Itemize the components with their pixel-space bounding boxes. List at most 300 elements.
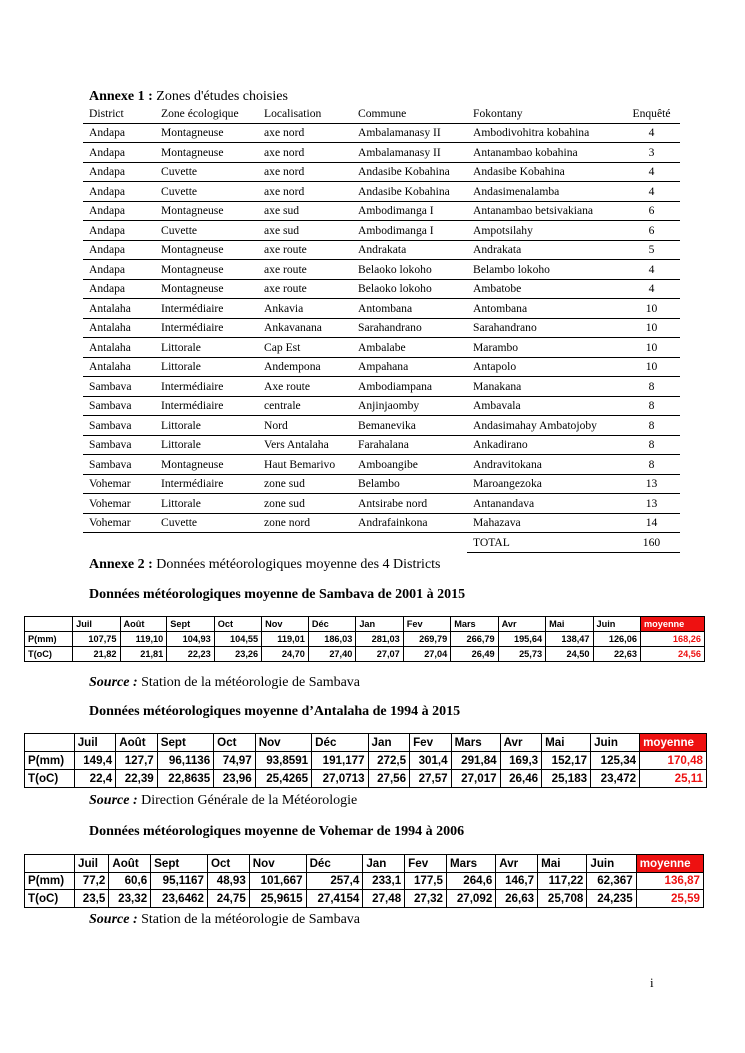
row-label: P(mm)	[25, 872, 75, 890]
table-cell: Axe route	[258, 377, 352, 397]
table-row	[83, 162, 680, 182]
value-cell: 186,03	[308, 632, 355, 647]
value-cell: 26,49	[451, 647, 498, 662]
mean-header: moyenne	[640, 617, 704, 632]
value-cell: 127,7	[116, 752, 158, 770]
month-header: Oct	[214, 734, 256, 752]
value-cell: 119,10	[120, 632, 167, 647]
table-cell: Andravitokana	[467, 455, 623, 475]
empty-cell	[83, 533, 155, 553]
month-header: Jan	[363, 855, 405, 873]
month-header: Août	[120, 617, 167, 632]
total-row	[83, 533, 680, 553]
vohemar-weather-table	[24, 854, 704, 908]
month-header: Jan	[368, 734, 410, 752]
table-row	[83, 201, 680, 221]
value-cell: 22,4	[74, 770, 116, 788]
table-cell: Ankavanana	[258, 318, 352, 338]
table-cell: Antanambao betsivakiana	[467, 201, 623, 221]
table-cell: Sambava	[83, 416, 155, 436]
table-cell: 4	[623, 162, 680, 182]
table-row	[83, 396, 680, 416]
row-label: P(mm)	[25, 632, 73, 647]
table-cell: Maroangezoka	[467, 474, 623, 494]
annex1-table	[83, 104, 680, 553]
value-cell: 21,82	[73, 647, 120, 662]
value-cell: 125,34	[591, 752, 640, 770]
table-row	[83, 474, 680, 494]
value-cell: 74,97	[214, 752, 256, 770]
table-row	[83, 435, 680, 455]
table-cell: Ankavia	[258, 299, 352, 319]
month-header: Mai	[538, 855, 587, 873]
table-row	[83, 182, 680, 202]
table-cell: Andapa	[83, 221, 155, 241]
table-cell: Littorale	[155, 416, 258, 436]
table-cell: axe sud	[258, 201, 352, 221]
table-cell: Sambava	[83, 377, 155, 397]
month-header: Déc	[308, 617, 355, 632]
table-cell: Ampotsilahy	[467, 221, 623, 241]
value-cell: 25,9615	[249, 890, 306, 908]
value-cell: 257,4	[306, 872, 363, 890]
value-cell: 149,4	[74, 752, 116, 770]
table-cell: Sambava	[83, 455, 155, 475]
value-cell: 22,8635	[157, 770, 213, 788]
sambava-weather-table	[24, 616, 705, 662]
month-header: Mars	[446, 855, 495, 873]
value-cell: 23,6462	[151, 890, 208, 908]
table-cell: 8	[623, 377, 680, 397]
table-cell: 4	[623, 279, 680, 299]
row-label: T(oC)	[25, 647, 73, 662]
sambava-source: Source : Station de la météorologie de Sambava	[89, 675, 361, 690]
empty-cell	[352, 533, 467, 553]
table-cell: Andasimenalamba	[467, 182, 623, 202]
month-header: Avr	[496, 855, 538, 873]
month-header: Déc	[306, 855, 363, 873]
table-cell: Intermédiaire	[155, 299, 258, 319]
weather-header-row	[25, 734, 707, 752]
month-header: Déc	[312, 734, 368, 752]
table-cell: 6	[623, 201, 680, 221]
table-cell: Montagneuse	[155, 123, 258, 143]
month-header: Fev	[403, 617, 450, 632]
value-cell: 177,5	[405, 872, 447, 890]
value-cell: 24,235	[587, 890, 636, 908]
table-cell: Intermédiaire	[155, 318, 258, 338]
mean-header: moyenne	[640, 734, 707, 752]
table-cell: Cap Est	[258, 338, 352, 358]
table-cell: Intermédiaire	[155, 396, 258, 416]
table-cell: 4	[623, 182, 680, 202]
table-cell: axe route	[258, 279, 352, 299]
table-row	[83, 143, 680, 163]
table-row	[83, 299, 680, 319]
value-cell: 48,93	[207, 872, 249, 890]
table-row	[83, 416, 680, 436]
table-cell: Vohemar	[83, 494, 155, 514]
table-cell: 10	[623, 318, 680, 338]
value-cell: 27,40	[308, 647, 355, 662]
table-cell: 8	[623, 396, 680, 416]
antalaha-source: Source : Direction Générale de la Météorologie	[89, 793, 358, 808]
weather-row	[25, 872, 704, 890]
table-cell: 4	[623, 260, 680, 280]
value-cell: 23,96	[214, 770, 256, 788]
table-cell: Andapa	[83, 240, 155, 260]
table-row	[83, 221, 680, 241]
month-header: Avr	[500, 734, 542, 752]
table-cell: Sarahandrano	[352, 318, 467, 338]
table-cell: Ambodiampana	[352, 377, 467, 397]
table-cell: Antalaha	[83, 318, 155, 338]
table-cell: 8	[623, 435, 680, 455]
value-cell: 266,79	[451, 632, 498, 647]
table-cell: 4	[623, 123, 680, 143]
value-cell: 264,6	[446, 872, 495, 890]
row-label: P(mm)	[25, 752, 75, 770]
month-header: Sept	[157, 734, 213, 752]
table-cell: Bemanevika	[352, 416, 467, 436]
empty-cell	[155, 533, 258, 553]
weather-row	[25, 632, 705, 647]
table-cell: Antapolo	[467, 357, 623, 377]
antalaha-weather-table	[24, 733, 707, 788]
table-cell: Sambava	[83, 435, 155, 455]
table-cell: 14	[623, 513, 680, 533]
table-cell: Sarahandrano	[467, 318, 623, 338]
month-header: Jan	[356, 617, 403, 632]
table-cell: Antalaha	[83, 338, 155, 358]
table-cell: Andapa	[83, 182, 155, 202]
table-cell: zone sud	[258, 494, 352, 514]
table-cell: 10	[623, 338, 680, 358]
value-cell: 60,6	[109, 872, 151, 890]
value-cell: 96,1136	[157, 752, 213, 770]
table-cell: Ankadirano	[467, 435, 623, 455]
value-cell: 27,48	[363, 890, 405, 908]
table-cell: 10	[623, 357, 680, 377]
value-cell: 27,07	[356, 647, 403, 662]
mean-cell: 25,59	[636, 890, 703, 908]
row-label: T(oC)	[25, 890, 75, 908]
table-cell: Manakana	[467, 377, 623, 397]
vohemar-heading: Données météorologiques moyenne de Vohemar de 1994 à 2006	[89, 824, 465, 839]
table-cell: Amboangibe	[352, 455, 467, 475]
table-row	[83, 357, 680, 377]
total-value: 160	[623, 533, 680, 553]
value-cell: 117,22	[538, 872, 587, 890]
table-cell: Belambo lokoho	[467, 260, 623, 280]
table-cell: Littorale	[155, 338, 258, 358]
table-cell: Ambodimanga I	[352, 221, 467, 241]
table-cell: Antalaha	[83, 357, 155, 377]
value-cell: 191,177	[312, 752, 368, 770]
col-header: Fokontany	[467, 104, 623, 123]
table-row	[83, 260, 680, 280]
table-cell: Andasimahay Ambatojoby	[467, 416, 623, 436]
annex1-title: Annexe 1 : Zones d'études choisies	[89, 89, 288, 104]
value-cell: 27,04	[403, 647, 450, 662]
month-header: Juil	[75, 855, 109, 873]
mean-cell: 25,11	[640, 770, 707, 788]
table-cell: Belambo	[352, 474, 467, 494]
table-cell: Ambalamanasy II	[352, 143, 467, 163]
month-header: Nov	[255, 734, 311, 752]
table-cell: Andapa	[83, 143, 155, 163]
table-row	[83, 513, 680, 533]
month-header: Juil	[73, 617, 120, 632]
mean-cell: 170,48	[640, 752, 707, 770]
table-cell: Ambavala	[467, 396, 623, 416]
table-cell: Antombana	[467, 299, 623, 319]
table-cell: Intermédiaire	[155, 474, 258, 494]
table-cell: Montagneuse	[155, 143, 258, 163]
value-cell: 272,5	[368, 752, 410, 770]
col-header: District	[83, 104, 155, 123]
value-cell: 195,64	[498, 632, 545, 647]
value-cell: 26,46	[500, 770, 542, 788]
month-header: Oct	[214, 617, 261, 632]
value-cell: 233,1	[363, 872, 405, 890]
value-cell: 126,06	[593, 632, 640, 647]
value-cell: 27,0713	[312, 770, 368, 788]
value-cell: 24,70	[262, 647, 309, 662]
month-header: Sept	[151, 855, 208, 873]
value-cell: 107,75	[73, 632, 120, 647]
table-cell: Antombana	[352, 299, 467, 319]
value-cell: 22,23	[167, 647, 214, 662]
table-cell: Sambava	[83, 396, 155, 416]
month-header: Mars	[451, 734, 500, 752]
table-row	[83, 377, 680, 397]
value-cell: 104,93	[167, 632, 214, 647]
table-cell: Montagneuse	[155, 201, 258, 221]
mean-cell: 168,26	[640, 632, 704, 647]
value-cell: 24,50	[546, 647, 593, 662]
vohemar-source: Source : Station de la météorologie de Sambava	[89, 912, 361, 927]
table-cell: Antsirabe nord	[352, 494, 467, 514]
table-cell: axe nord	[258, 123, 352, 143]
table-cell: Littorale	[155, 435, 258, 455]
table-cell: Andapa	[83, 279, 155, 299]
value-cell: 62,367	[587, 872, 636, 890]
month-header: Avr	[498, 617, 545, 632]
table-cell: Haut Bemarivo	[258, 455, 352, 475]
month-header: Nov	[249, 855, 306, 873]
mean-header: moyenne	[636, 855, 703, 873]
value-cell: 169,3	[500, 752, 542, 770]
value-cell: 104,55	[214, 632, 261, 647]
value-cell: 21,81	[120, 647, 167, 662]
month-header: Mai	[542, 734, 591, 752]
annex2-title: Annexe 2 : Données météorologiques moyenne des 4 Districts	[89, 557, 441, 572]
mean-cell: 24,56	[640, 647, 704, 662]
table-cell: Andrafainkona	[352, 513, 467, 533]
table-cell: axe route	[258, 260, 352, 280]
value-cell: 93,8591	[255, 752, 311, 770]
table-cell: centrale	[258, 396, 352, 416]
table-cell: Belaoko lokoho	[352, 279, 467, 299]
antalaha-heading: Données météorologiques moyenne d’Antalaha de 1994 à 2015	[89, 704, 461, 719]
value-cell: 27,57	[410, 770, 452, 788]
table-cell: Ambodimanga I	[352, 201, 467, 221]
col-header: Commune	[352, 104, 467, 123]
value-cell: 23,472	[591, 770, 640, 788]
sambava-heading: Données météorologiques moyenne de Sambava de 2001 à 2015	[89, 587, 466, 602]
table-cell: Andrakata	[467, 240, 623, 260]
weather-header-row	[25, 855, 704, 873]
table-row	[83, 338, 680, 358]
value-cell: 22,63	[593, 647, 640, 662]
value-cell: 119,01	[262, 632, 309, 647]
col-header: Zone écologique	[155, 104, 258, 123]
table-cell: Andapa	[83, 201, 155, 221]
table-cell: Montagneuse	[155, 240, 258, 260]
table-cell: 8	[623, 416, 680, 436]
value-cell: 269,79	[403, 632, 450, 647]
corner-cell	[25, 734, 75, 752]
table-cell: Cuvette	[155, 182, 258, 202]
value-cell: 301,4	[410, 752, 452, 770]
table-cell: Vohemar	[83, 474, 155, 494]
table-cell: 6	[623, 221, 680, 241]
value-cell: 291,84	[451, 752, 500, 770]
value-cell: 27,4154	[306, 890, 363, 908]
table-cell: Antanambao kobahina	[467, 143, 623, 163]
value-cell: 25,73	[498, 647, 545, 662]
table-row	[83, 123, 680, 143]
value-cell: 27,017	[451, 770, 500, 788]
corner-cell	[25, 617, 73, 632]
month-header: Nov	[262, 617, 309, 632]
table-cell: Marambo	[467, 338, 623, 358]
value-cell: 23,5	[75, 890, 109, 908]
table-cell: 8	[623, 455, 680, 475]
value-cell: 27,092	[446, 890, 495, 908]
page-number: i	[650, 975, 654, 990]
col-header: Localisation	[258, 104, 352, 123]
table-row	[83, 494, 680, 514]
col-header: Enquêté	[623, 104, 680, 123]
table-cell: Vohemar	[83, 513, 155, 533]
table-cell: Montagneuse	[155, 279, 258, 299]
value-cell: 25,183	[542, 770, 591, 788]
weather-row	[25, 770, 707, 788]
month-header: Fev	[405, 855, 447, 873]
corner-cell	[25, 855, 75, 873]
month-header: Oct	[207, 855, 249, 873]
table-cell: Nord	[258, 416, 352, 436]
month-header: Juin	[593, 617, 640, 632]
table-cell: Littorale	[155, 494, 258, 514]
month-header: Juin	[591, 734, 640, 752]
table-cell: Ambatobe	[467, 279, 623, 299]
table-cell: 3	[623, 143, 680, 163]
table-cell: axe nord	[258, 143, 352, 163]
weather-header-row	[25, 617, 705, 632]
month-header: Mars	[451, 617, 498, 632]
table-cell: Intermédiaire	[155, 377, 258, 397]
table-cell: Farahalana	[352, 435, 467, 455]
table-cell: axe sud	[258, 221, 352, 241]
table-cell: 10	[623, 299, 680, 319]
month-header: Juil	[74, 734, 116, 752]
value-cell: 146,7	[496, 872, 538, 890]
table-cell: Belaoko lokoho	[352, 260, 467, 280]
table-cell: Anjinjaomby	[352, 396, 467, 416]
value-cell: 24,75	[207, 890, 249, 908]
weather-row	[25, 647, 705, 662]
table-row	[83, 240, 680, 260]
table-cell: Vers Antalaha	[258, 435, 352, 455]
table-cell: Ambalamanasy II	[352, 123, 467, 143]
value-cell: 101,667	[249, 872, 306, 890]
table-cell: zone nord	[258, 513, 352, 533]
table-cell: Montagneuse	[155, 455, 258, 475]
month-header: Sept	[167, 617, 214, 632]
table-cell: Andasibe Kobahina	[352, 162, 467, 182]
value-cell: 25,4265	[255, 770, 311, 788]
annex1-header-row	[83, 104, 680, 123]
table-cell: Andempona	[258, 357, 352, 377]
table-cell: Ambalabe	[352, 338, 467, 358]
value-cell: 138,47	[546, 632, 593, 647]
row-label: T(oC)	[25, 770, 75, 788]
table-cell: Littorale	[155, 357, 258, 377]
table-cell: Andapa	[83, 260, 155, 280]
table-cell: Antalaha	[83, 299, 155, 319]
month-header: Mai	[546, 617, 593, 632]
table-cell: Montagneuse	[155, 260, 258, 280]
weather-row	[25, 752, 707, 770]
table-cell: Andasibe Kobahina	[467, 162, 623, 182]
table-cell: Ambodivohitra kobahina	[467, 123, 623, 143]
value-cell: 27,56	[368, 770, 410, 788]
value-cell: 26,63	[496, 890, 538, 908]
value-cell: 27,32	[405, 890, 447, 908]
total-label: TOTAL	[467, 533, 623, 553]
value-cell: 23,32	[109, 890, 151, 908]
table-cell: Cuvette	[155, 513, 258, 533]
table-cell: axe route	[258, 240, 352, 260]
value-cell: 25,708	[538, 890, 587, 908]
table-cell: 5	[623, 240, 680, 260]
table-row	[83, 455, 680, 475]
mean-cell: 136,87	[636, 872, 703, 890]
value-cell: 95,1167	[151, 872, 208, 890]
value-cell: 23,26	[214, 647, 261, 662]
month-header: Juin	[587, 855, 636, 873]
month-header: Fev	[410, 734, 452, 752]
table-cell: Cuvette	[155, 162, 258, 182]
table-cell: Cuvette	[155, 221, 258, 241]
table-cell: axe nord	[258, 162, 352, 182]
table-cell: axe nord	[258, 182, 352, 202]
month-header: Août	[116, 734, 158, 752]
empty-cell	[258, 533, 352, 553]
weather-row	[25, 890, 704, 908]
table-cell: Andapa	[83, 162, 155, 182]
value-cell: 281,03	[356, 632, 403, 647]
table-row	[83, 279, 680, 299]
value-cell: 22,39	[116, 770, 158, 788]
table-cell: Andasibe Kobahina	[352, 182, 467, 202]
value-cell: 152,17	[542, 752, 591, 770]
table-cell: Ampahana	[352, 357, 467, 377]
table-cell: Andapa	[83, 123, 155, 143]
